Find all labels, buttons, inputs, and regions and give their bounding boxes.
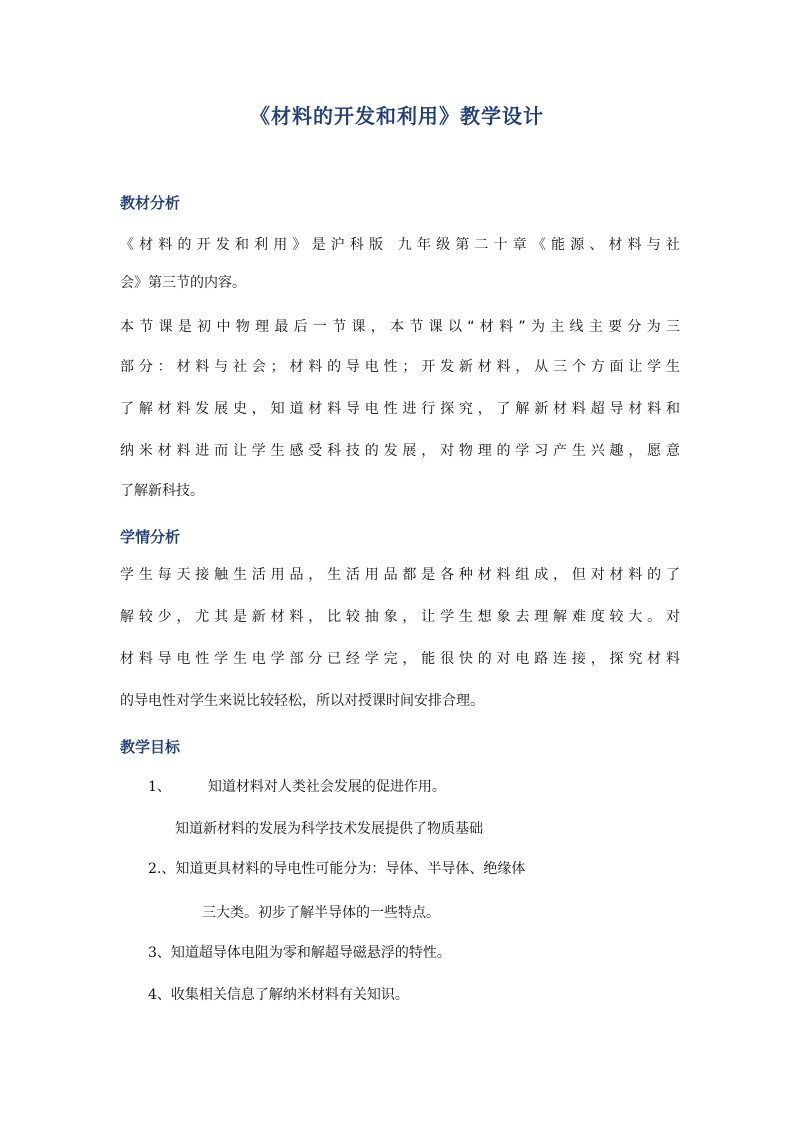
goal-item-2-continued	[202, 902, 440, 922]
material-analysis-line: 会》第三节的内容。	[120, 275, 246, 291]
material-analysis-line: 了解材料发展史，知道材料导电性进行探究，了解新材料超导材料和	[120, 401, 680, 417]
goal-number: 4、	[148, 987, 171, 1003]
section-heading-teaching-goals: 教学目标	[120, 738, 181, 756]
goal-item-2	[148, 858, 525, 878]
goal-text: 、知道更具材料的导电性可能分为：导体、半导体、绝缘体	[161, 861, 526, 877]
goal-item-4	[148, 984, 409, 1004]
goal-text: 知道材料对人类社会发展的促进作用。	[207, 779, 446, 795]
goal-text: 知道新材料的发展为科学技术发展提供了物质基础	[175, 821, 483, 837]
material-analysis-line: 《材料的开发和利用》是沪科版 九年级第二十章《能源、材料与社	[120, 237, 680, 253]
goal-item-3	[148, 942, 451, 962]
document-title: 《材料的开发和利用》教学设计	[250, 104, 544, 128]
material-analysis-line: 了解新科技。	[120, 483, 204, 499]
goal-number: 2.	[148, 861, 162, 877]
goal-item-1	[148, 776, 446, 796]
goal-text: 三大类。初步了解半导体的一些特点。	[202, 905, 440, 921]
goal-number: 1、	[148, 779, 171, 795]
material-analysis-line: 部分：材料与社会；材料的导电性；开发新材料，从三个方面让学生	[120, 359, 680, 375]
student-analysis-line: 学生每天接触生活用品，生活用品都是各种材料组成，但对材料的了	[120, 567, 680, 583]
goal-number: 3、	[148, 945, 171, 961]
section-heading-material-analysis: 教材分析	[120, 194, 181, 212]
section-heading-student-analysis: 学情分析	[120, 528, 181, 546]
goal-item-1-continued	[175, 818, 483, 838]
student-analysis-line: 材料导电性学生电学部分已经学完，能很快的对电路连接，探究材料	[120, 651, 680, 667]
material-analysis-line: 本节课是初中物理最后一节课，本节课以“材料”为主线主要分为三	[120, 319, 680, 335]
material-analysis-line: 纳米材料进而让学生感受科技的发展，对物理的学习产生兴趣，愿意	[120, 443, 680, 459]
goal-text: 知道超导体电阻为零和解超导磁悬浮的特性。	[170, 945, 451, 961]
student-analysis-line: 的导电性对学生来说比较轻松，所以对授课时间安排合理。	[120, 693, 484, 709]
goal-text: 收集相关信息了解纳米材料有关知识。	[170, 987, 409, 1003]
student-analysis-line: 解较少，尤其是新材料，比较抽象，让学生想象去理解难度较大。对	[120, 609, 680, 625]
